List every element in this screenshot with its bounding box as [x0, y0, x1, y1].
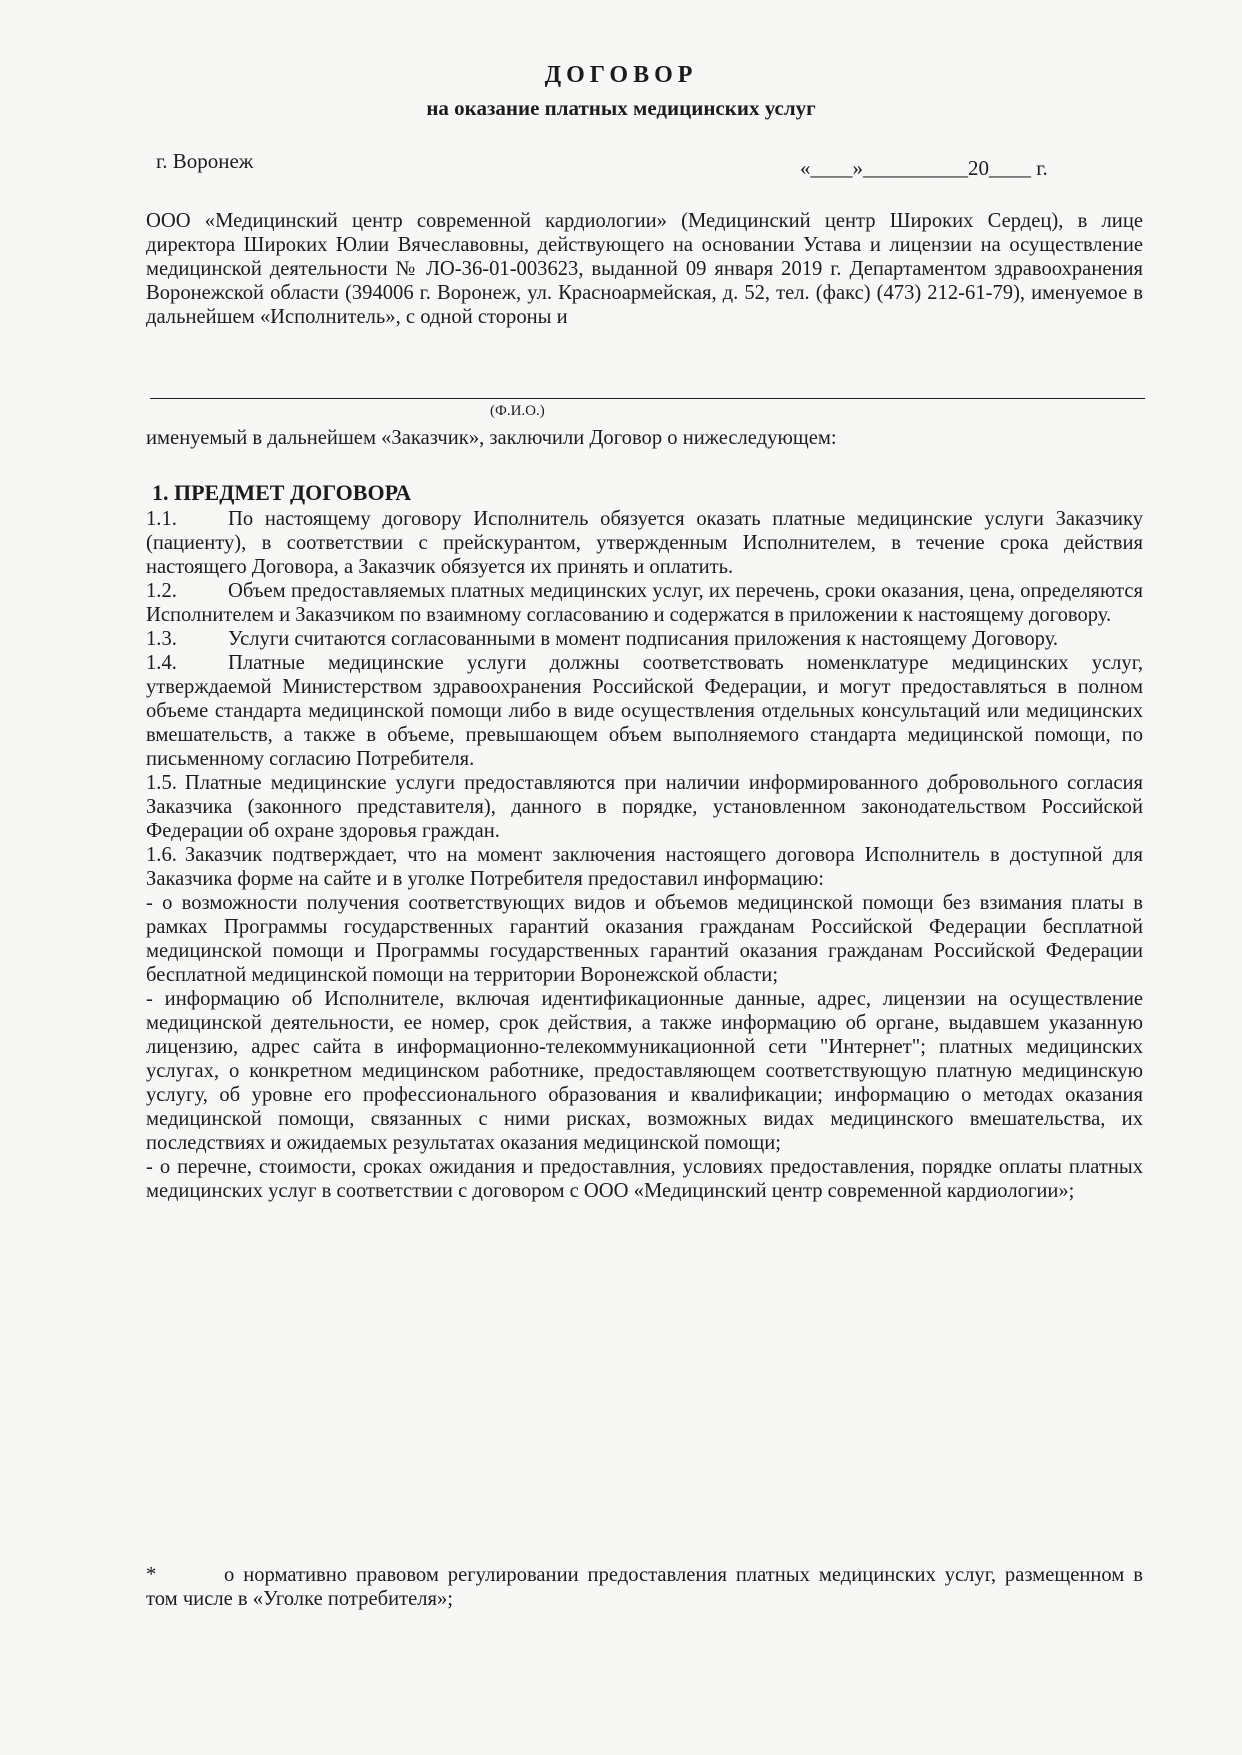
- clause-text: Платные медицинские услуги предоставляются при наличии информированного добровольного согласия Заказчика (законного представителя), данного в порядке, установленном законодательством Российской Федерации об охране здоровья граждан.: [146, 772, 1143, 842]
- clause-text: По настоящему договору Исполнитель обязуется оказать платные медицинские услуги Заказчику (пациенту), в соответствии с прейскурантом, утвержденным Исполнителем, в течение срока действия настоящего Договора, а Заказчик обязуется их принять и оплатить.: [146, 508, 1143, 578]
- info-bullet: - информацию об Исполнителе, включая идентификационные данные, адрес, лицензии на осуществление медицинской деятельности, ее номер, срок действия, а также информацию об органе, выдавшем указанную лицензию, адрес сайта в информационно-телекоммуникационной сети "Интернет"; платных медицинских услугах, о конкретном медицинском работнике, предоставляющем соответствующую платную медицинскую услугу, об уровне его профессионального образования и квалификации; информацию о методах оказания медицинской помощи, связанных с ними рисках, возможных видах медицинского вмешательства, их последствиях и ожидаемых результатах оказания медицинской помощи;: [146, 988, 1143, 1154]
- section-body: [146, 507, 1143, 1203]
- customer-clause: именуемый в дальнейшем «Заказчик», заключили Договор о нижеследующем:: [146, 427, 837, 449]
- clause-1-4: [146, 651, 1143, 771]
- clause-text: Объем предоставляемых платных медицинских услуг, их перечень, сроки оказания, цена, определяются Исполнителем и Заказчиком по взаимному согласованию и содержатся в приложении к настоящему договору.: [146, 580, 1143, 626]
- preamble: ООО «Медицинский центр современной кардиологии» (Медицинский центр Широких Сердец), в лице директора Широких Юлии Вячеславовны, действующего на основании Устава и лицензии на осуществление медицинской деятельности № ЛО-36-01-003623, выданной 09 января 2019 г. Департаментом здравоохранения Воронежской области (394006 г. Воронеж, ул. Красноармейская, д. 52, тел. (факс) (473) 212-61-79), именуемое в дальнейшем «Исполнитель», с одной стороны и: [146, 210, 1143, 328]
- fio-caption: (Ф.И.О.): [490, 403, 545, 419]
- contract-date: «____»__________20____ г.: [800, 156, 1048, 180]
- section-heading: 1. ПРЕДМЕТ ДОГОВОРА: [152, 480, 412, 505]
- info-bullet: - о перечне, стоимости, сроках ожидания и предоставлния, условиях предоставления, порядке оплаты платных медицинских услуг в соответствии с договором с ООО «Медицинский центр современной кардиологии»;: [146, 1156, 1143, 1202]
- info-bullet: - о возможности получения соответствующих видов и объемов медицинской помощи без взимания платы в рамках Программы государственных гарантий оказания гражданам Российской Федерации бесплатной медицинской помощи и Программы государственных гарантий оказания гражданам Российской Федерации бесплатной медицинской помощи на территории Воронежской области;: [146, 892, 1143, 986]
- clause-1-2: [146, 579, 1143, 627]
- clause-1-5: [146, 771, 1143, 843]
- clause-number: 1.1.: [146, 508, 177, 530]
- clause-number: 1.5.: [146, 772, 177, 794]
- clause-1-3: [146, 627, 1143, 651]
- clause-number: 1.6.: [146, 844, 177, 866]
- clause-number: 1.2.: [146, 580, 177, 602]
- document-title: ДОГОВОР: [544, 62, 698, 88]
- clause-number: 1.3.: [146, 628, 177, 650]
- signature-line: [150, 398, 1145, 399]
- clause-number: 1.4.: [146, 652, 177, 674]
- document-subtitle: на оказание платных медицинских услуг: [426, 96, 816, 120]
- clause-text: Заказчик подтверждает, что на момент заключения настоящего договора Исполнитель в доступной для Заказчика форме на сайте и в уголке Потребителя предоставил информацию:: [146, 844, 1143, 890]
- clause-text: Услуги считаются согласованными в момент подписания приложения к настоящему Договору.: [228, 628, 1059, 650]
- star-bullet-text: о нормативно правовом регулировании предоставления платных медицинских услуг, размещенном в том числе в «Уголке потребителя»;: [146, 1564, 1143, 1610]
- clause-text: Платные медицинские услуги должны соответствовать номенклатуре медицинских услуг, утверждаемой Министерством здравоохранения Российской Федерации, и могут предоставляться в полном объеме стандарта медицинской помощи либо в виде осуществления отдельных консультаций или медицинских вмешательств, а также в объеме, превышающем объем выполняемого стандарта медицинской помощи, по письменному согласию Потребителя.: [146, 652, 1143, 770]
- star-marker: *: [146, 1564, 157, 1586]
- clause-1-1: [146, 507, 1143, 579]
- contract-place: г. Воронеж: [156, 149, 254, 173]
- star-bullet: [146, 1563, 1143, 1611]
- clause-1-6: [146, 843, 1143, 891]
